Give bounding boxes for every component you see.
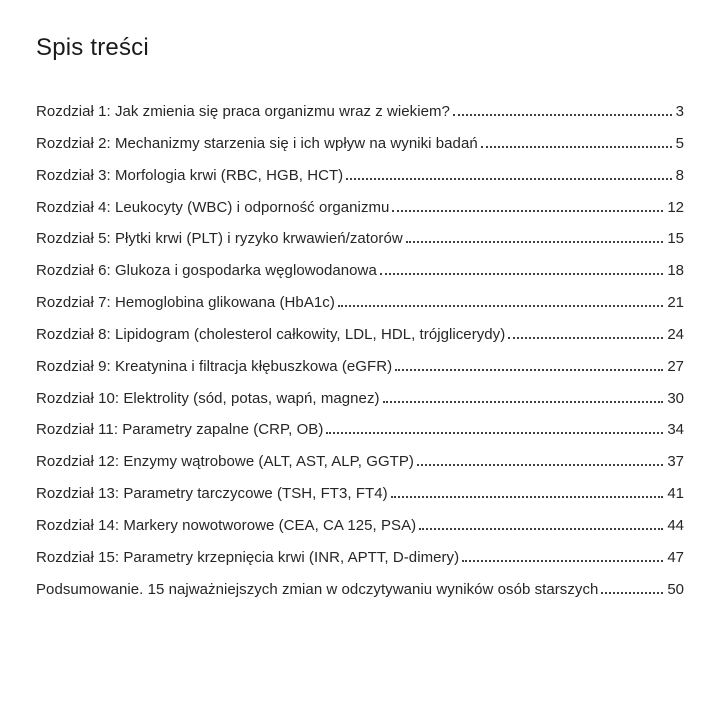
toc-entry-page-number: 41 (667, 485, 684, 503)
toc-entry[interactable] (36, 255, 684, 287)
dot-leader (338, 293, 663, 307)
toc-entry-page-number: 5 (675, 134, 684, 152)
dot-leader (326, 420, 663, 434)
toc-entry-label: Rozdział 4: Leukocyty (WBC) i odporność organizmu (36, 198, 390, 216)
toc-entry[interactable] (36, 96, 684, 128)
toc-entry[interactable] (36, 414, 684, 446)
dot-leader (453, 102, 672, 116)
toc-entry[interactable] (36, 542, 684, 574)
toc-entry[interactable] (36, 383, 684, 415)
dot-leader (391, 484, 664, 498)
dot-leader (395, 357, 663, 371)
toc-entry-label: Rozdział 6: Glukoza i gospodarka węglowodanowa (36, 262, 377, 280)
dot-leader (417, 452, 663, 466)
toc-entry-label: Rozdział 9: Kreatynina i filtracja kłębuszkowa (eGFR) (36, 357, 393, 375)
toc-entry-label: Rozdział 3: Morfologia krwi (RBC, HGB, HCT) (36, 166, 344, 184)
toc-entry[interactable] (36, 351, 684, 383)
toc-entry[interactable] (36, 128, 684, 160)
toc-entry-page-number: 21 (667, 294, 684, 312)
toc-entry-label: Rozdział 12: Enzymy wątrobowe (ALT, AST, ALP, GGTP) (36, 453, 414, 471)
toc-entry-page-number: 8 (675, 166, 684, 184)
toc-list (36, 96, 684, 606)
dot-leader (481, 134, 672, 148)
dot-leader (392, 198, 663, 212)
toc-entry-page-number: 24 (667, 325, 684, 343)
dot-leader (601, 580, 663, 594)
toc-entry-page-number: 3 (675, 103, 684, 120)
toc-entry[interactable] (36, 319, 684, 351)
toc-entry-page-number: 50 (667, 580, 684, 598)
toc-entry[interactable] (36, 160, 684, 192)
toc-entry-label: Rozdział 7: Hemoglobina glikowana (HbA1c) (36, 294, 335, 312)
toc-entry[interactable] (36, 446, 684, 478)
toc-entry[interactable] (36, 510, 684, 542)
toc-entry-page-number: 47 (667, 548, 684, 566)
toc-entry[interactable] (36, 223, 684, 255)
toc-entry-label: Rozdział 1: Jak zmienia się praca organizmu wraz z wiekiem? (36, 103, 450, 120)
toc-entry-label: Rozdział 15: Parametry krzepnięcia krwi (INR, APTT, D-dimery) (36, 548, 460, 566)
toc-entry-page-number: 44 (667, 516, 684, 534)
toc-entry-label: Rozdział 13: Parametry tarczycowe (TSH, FT3, FT4) (36, 485, 388, 503)
toc-entry-page-number: 37 (667, 453, 684, 471)
document-page (0, 32, 728, 706)
dot-leader (383, 389, 664, 403)
dot-leader (462, 548, 663, 562)
toc-entry-page-number: 18 (667, 262, 684, 280)
dot-leader (406, 229, 664, 243)
toc-entry-label: Rozdział 2: Mechanizmy starzenia się i ich wpływ na wyniki badań (36, 134, 478, 152)
page-title: Spis treści (36, 34, 149, 61)
toc-entry-label: Rozdział 14: Markery nowotworowe (CEA, CA 125, PSA) (36, 516, 417, 534)
toc-entry[interactable] (36, 478, 684, 510)
toc-entry-page-number: 34 (667, 421, 684, 439)
dot-leader (346, 166, 671, 180)
dot-leader (419, 516, 663, 530)
toc-entry-page-number: 30 (667, 389, 684, 407)
toc-entry-label: Rozdział 5: Płytki krwi (PLT) i ryzyko krwawień/zatorów (36, 230, 403, 248)
dot-leader (508, 325, 663, 339)
toc-entry-page-number: 15 (667, 230, 684, 248)
toc-entry-label: Rozdział 8: Lipidogram (cholesterol całkowity, LDL, HDL, trójglicerydy) (36, 325, 506, 343)
toc-entry[interactable] (36, 287, 684, 319)
toc-entry-label: Podsumowanie. 15 najważniejszych zmian w odczytywaniu wyników osób starszych (36, 580, 599, 598)
toc-entry-label: Rozdział 11: Parametry zapalne (CRP, OB) (36, 421, 324, 439)
toc-entry-label: Rozdział 10: Elektrolity (sód, potas, wapń, magnez) (36, 389, 380, 407)
toc-entry-page-number: 12 (667, 198, 684, 216)
toc-entry[interactable] (36, 574, 684, 606)
toc-entry-page-number: 27 (667, 357, 684, 375)
dot-leader (380, 261, 663, 275)
toc-entry[interactable] (36, 192, 684, 224)
